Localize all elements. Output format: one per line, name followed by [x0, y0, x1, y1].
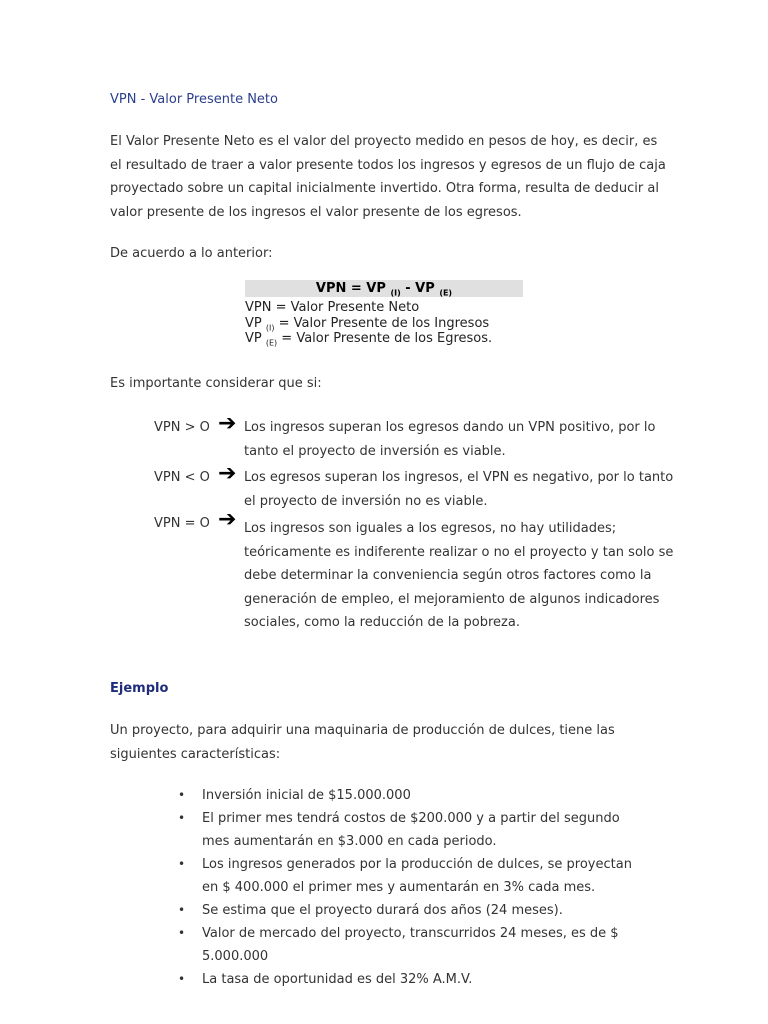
consider-text: Es importante considerar que si: — [110, 376, 322, 391]
condition-label-positive: VPN > O — [154, 420, 210, 435]
list-item: • La tasa de oportunidad es del 32% A.M.V. — [178, 968, 638, 991]
page-title: VPN - Valor Presente Neto — [110, 92, 278, 107]
condition-label-negative: VPN < O — [154, 470, 210, 485]
formula: VPN = VP $_{(I)}$ - VP $_{(E)}$ — [245, 280, 523, 297]
condition-label-zero: VPN = O — [154, 516, 210, 531]
list-item: • Se estima que el proyecto durará dos años (24 meses). — [178, 899, 638, 922]
example-intro: Un proyecto, para adquirir una maquinaria de producción de dulces, tiene las siguientes características: — [110, 723, 615, 762]
example-heading: Ejemplo — [110, 681, 169, 696]
right-arrow-icon: ➔ — [218, 507, 237, 532]
according-text: De acuerdo a lo anterior: — [110, 246, 273, 261]
definition-vp-egresos: VP $_{(E)}$ = Valor Presente de los Egresos. — [245, 331, 493, 348]
list-item: • Los ingresos generados por la producción de dulces, se proyectan en $ 400.000 el primer mes y aumentarán en 3% cada mes. — [178, 853, 638, 899]
definition-vpn: VPN = Valor Presente Neto — [245, 300, 420, 315]
right-arrow-icon: ➔ — [218, 461, 237, 486]
condition-text-negative: Los egresos superan los ingresos, el VPN es negativo, por lo tanto el proyecto de inversión no es viable. — [244, 470, 674, 509]
list-item: • Inversión inicial de $15.000.000 — [178, 784, 638, 807]
list-item: • Valor de mercado del proyecto, transcurridos 24 meses, es de $ 5.000.000 — [178, 922, 638, 968]
condition-text-zero: Los ingresos son iguales a los egresos, no hay utilidades; teóricamente es indiferente realizar o no el proyecto y tan solo se debe determinar la conveniencia según otros factores como la generación de empleo, el mejoramiento de algunos indicadores sociales, como la reducción de la pobreza. — [244, 521, 674, 630]
list-item: • El primer mes tendrá costos de $200.000 y a partir del segundo mes aumentarán en $3.000 en cada periodo. — [178, 807, 638, 853]
right-arrow-icon: ➔ — [218, 411, 237, 436]
condition-text-positive: Los ingresos superan los egresos dando un VPN positivo, por lo tanto el proyecto de inversión es viable. — [244, 420, 656, 459]
characteristics-list — [178, 784, 638, 991]
intro-paragraph: El Valor Presente Neto es el valor del proyecto medido en pesos de hoy, es decir, es el resultado de traer a valor presente todos los ingresos y egresos de un flujo de caja proyectado sobre un capital inicialmente invertido. Otra forma, resulta de deducir al valor presente de los ingresos el valor presente de los egresos. — [110, 134, 666, 220]
definition-vp-ingresos: VP $_{(I)}$ = Valor Presente de los Ingresos — [245, 316, 490, 333]
